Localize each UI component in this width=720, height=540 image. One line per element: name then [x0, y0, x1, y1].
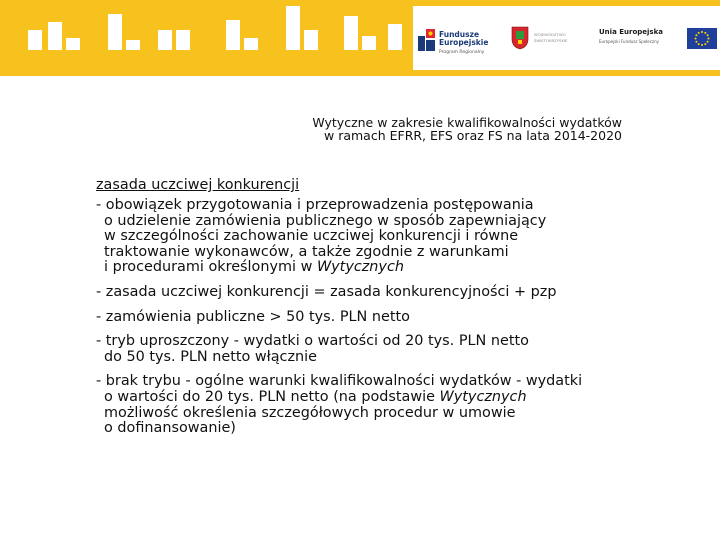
list-item-line: - zamówienia publiczne > 50 tys. PLN netto: [96, 308, 410, 325]
banner-decoration: [244, 38, 258, 50]
list-item-line: - brak trybu - ogólne warunki kwalifikowalności wydatków - wydatki: [96, 373, 583, 390]
list-item: [96, 334, 696, 365]
list-item-italic-text: Wytycznych: [439, 388, 527, 405]
list-item-line: - zasada uczciwej konkurencji = zasada konkurencyjności + pzp: [96, 283, 557, 300]
list-item-line: traktowanie wykonawców, a także zgodnie z warunkami: [104, 243, 509, 260]
list-item-italic-text: Wytycznych: [316, 259, 404, 276]
top-banner: [0, 0, 720, 76]
list-item: [96, 374, 696, 436]
list-item-line: o udzielenie zamówienia publicznego w sposób zapewniający: [104, 212, 547, 229]
list-item-line: możliwość określenia szczegółowych procedur w umowie: [104, 404, 516, 421]
list-item-line: - tryb uproszczony - wydatki o wartości od 20 tys. PLN netto: [96, 333, 529, 350]
banner-decoration: [66, 38, 80, 50]
banner-decoration: [28, 30, 42, 50]
banner-decoration: [286, 6, 300, 50]
banner-decoration: [48, 22, 62, 50]
banner-decoration: [388, 24, 402, 50]
list-item-text: i procedurami określonymi w: [104, 259, 317, 276]
region-line1: WOJEWÓDZTWO: [534, 32, 566, 37]
list-item: [96, 310, 696, 326]
fundusze-europejskie-icon: [417, 26, 437, 52]
coat-of-arms-icon: [511, 26, 529, 50]
slide-content: [96, 176, 696, 446]
banner-decoration: [362, 36, 376, 50]
eu-text: [599, 28, 663, 46]
document-title-line2: w ramach EFRR, EFS oraz FS na lata 2014-2020: [324, 128, 622, 143]
banner-decoration: [108, 14, 122, 50]
eu-subtitle: Europejski Fundusz Społeczny: [599, 39, 659, 44]
region-line2: ŚWIĘTOKRZYSKIE: [534, 38, 568, 43]
fundusze-europejskie-logo: [417, 22, 512, 56]
list-item-line: [96, 260, 696, 276]
banner-decoration: [176, 30, 190, 50]
fundusze-line1: Fundusze: [439, 30, 480, 39]
banner-decoration: [304, 30, 318, 50]
eu-title: Unia Europejska: [599, 28, 663, 36]
list-item-line: w szczególności zachowanie uczciwej konkurencji i równe: [104, 228, 519, 245]
list-item-text: o wartości do 20 tys. PLN netto (na podstawie: [104, 388, 440, 405]
list-item-line: - obowiązek przygotowania i przeprowadzenia postępowania: [96, 197, 534, 213]
list-item-line: [96, 390, 696, 406]
banner-decoration: [226, 20, 240, 50]
logo-bar: [413, 6, 720, 70]
list-item-line: do 50 tys. PLN netto włącznie: [104, 348, 317, 365]
eu-flag-icon: [687, 28, 717, 49]
list-item: [96, 285, 696, 301]
banner-decoration: [344, 16, 358, 50]
region-logo: [511, 22, 591, 56]
fundusze-line3: Program Regionalny: [439, 50, 485, 55]
list-item-line: o dofinansowanie): [104, 420, 236, 437]
document-title: [230, 116, 622, 142]
banner-decoration: [126, 40, 140, 50]
document-title-line1: Wytyczne w zakresie kwalifikowalności wydatków: [312, 115, 622, 130]
list-item: [96, 198, 696, 276]
fundusze-line2: Europejskie: [439, 38, 489, 47]
fundusze-text: [439, 31, 488, 57]
banner-decoration: [158, 30, 172, 50]
region-text: [534, 32, 589, 44]
eu-logo: [599, 22, 717, 56]
section-heading: zasada uczciwej konkurencji: [96, 177, 300, 193]
